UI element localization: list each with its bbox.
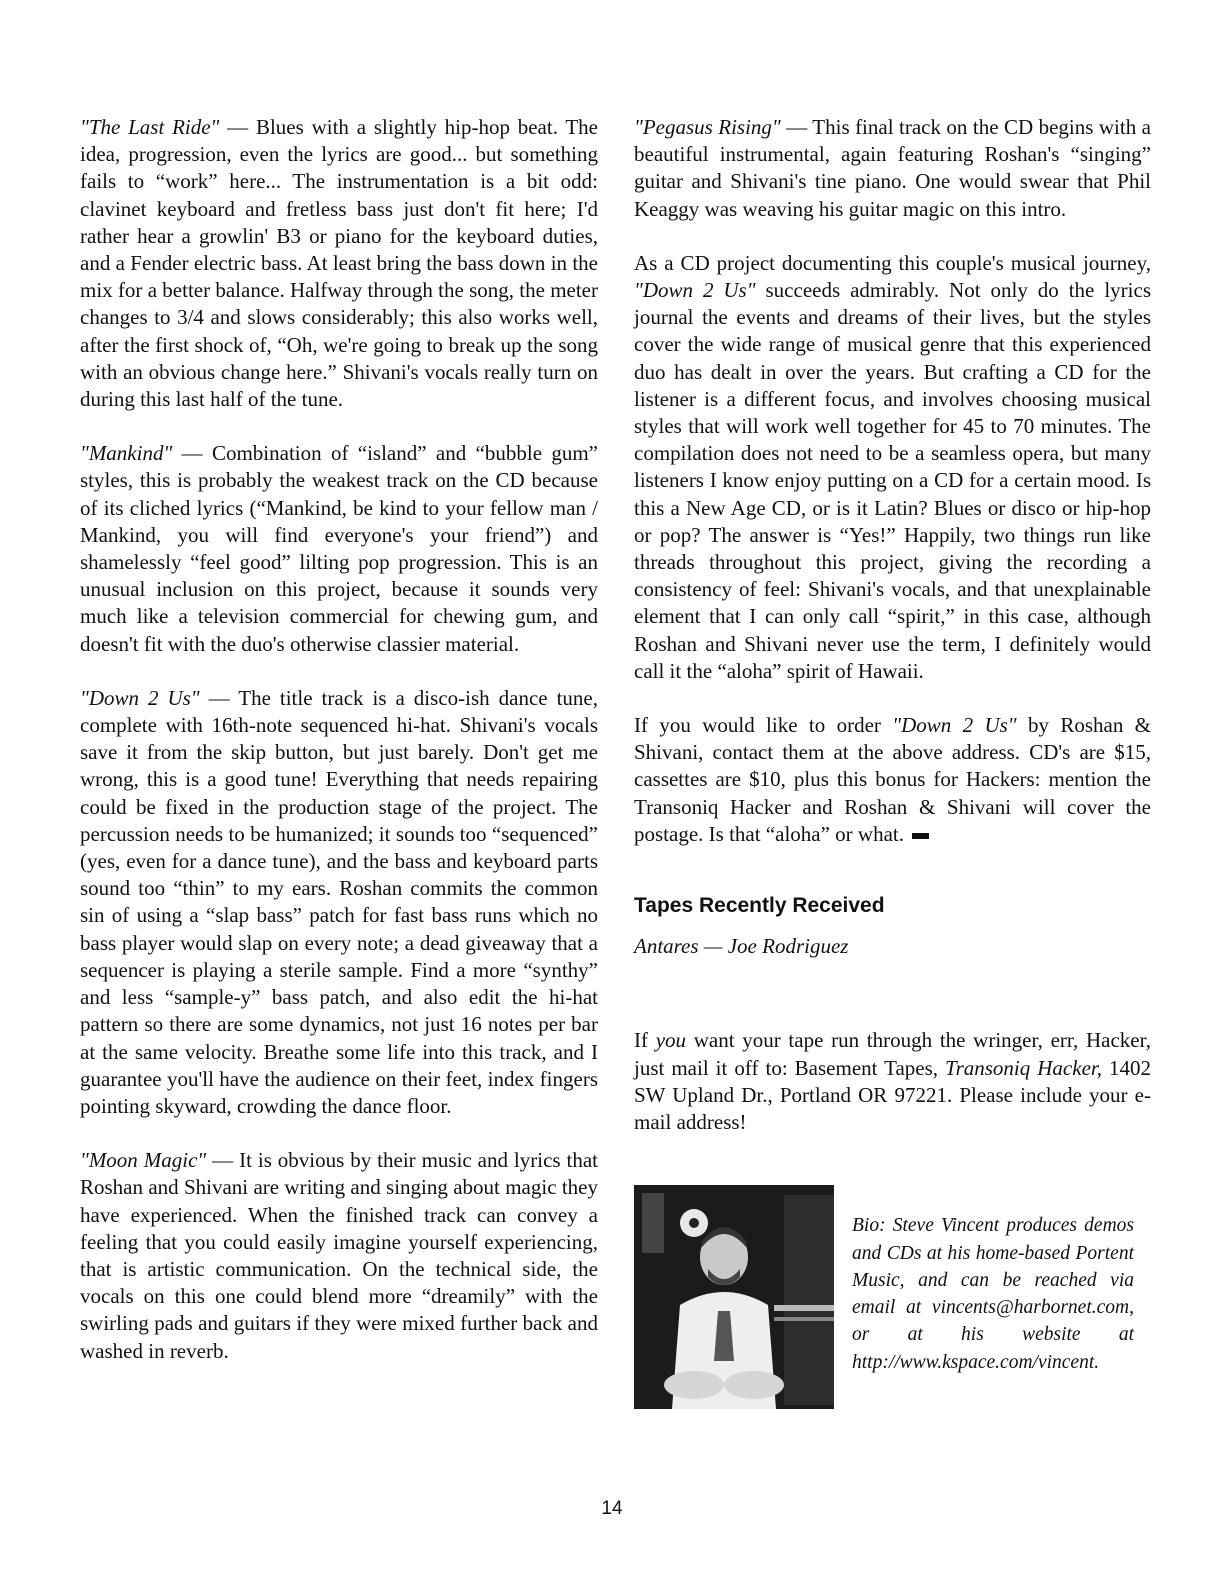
review-mankind: "Mankind" — Combination of “island” and “bubble gum” styles, this is probably the weakest track on the CD because of its cliched lyrics (“Mankind, be kind to your fellow man / Mankind, you will find everyone's your friend”) and shamelessly “feel good” lilting pop progression. This is an unusual inclusion on this project, because it sounds very much like a television commercial for chewing gum, and doesn't fit with the duo's otherwise classier material.	[80, 441, 598, 656]
review-body: This final track on the CD begins with a beautiful instrumental, again featuring Roshan's “singing” guitar and Shivani's tine piano. One would swear that Phil Keaggy was weaving his guitar magic on this intro.	[634, 115, 1151, 221]
page-number: 14	[601, 1498, 623, 1519]
track-title: "Mankind"	[80, 441, 173, 466]
track-title: "The Last Ride"	[80, 115, 220, 139]
review-down-2-us: "Down 2 Us" — The title track is a disco-ish dance tune, complete with 16th-note sequenced hi-hat. Shivani's vocals save it from the skip button, but just barely. Don't get me wrong, this is a good tune! Everything that needs repairing could be fixed in the production stage of the project. The percussion needs to be humanized; it sounds too “sequenced” (yes, even for a dance tune), and the bass and keyboard parts sound too “thin” to my ears. Roshan commits the common sin of using a “slap bass” patch for fast bass runs which no bass player would slap on every note; a dead giveaway that a sequencer is playing a sterile sample. Find a more “synthy” and less “sample-y” bass patch, and also edit the hi-hat pattern so there are some dynamics, not just 16 notes per bar at the same velocity. Breathe some life into this track, and I guarantee you'll have the audience on their feet, index fingers pointing skyward, crowding the dance floor.	[80, 685, 598, 1118]
order-after: by Roshan & Shivani, contact them at the above address. CD's are $15, cassettes are $10, plus this bonus for Hackers: mention the Transoniq Hacker and Roshan & Shivani will cover the postage. Is that “aloha” or what.	[634, 713, 1152, 846]
summary-after: succeeds admirably. Not only do the lyrics journal the events and dreams of their lives, but the styles cover the wide range of musical genre that this experienced duo has dealt in over the years. But crafting a CD for the listener is a different focus, and involves choosing musical styles that will work well together for 45 to 70 minutes. The compilation does not need to be a seamless opera, but many listeners I know enjoy putting on a CD for a certain mood. Is this a New Age CD, or is it Latin? Blues or disco or hip-hop or pop? The answer is “Yes!” Happily, two things run like threads throughout this project, giving the recording a consistency of feel: Shivani's vocals, and that unexplainable element that I can only call “spirit,” in this case, although Roshan and Shivani never use the term, I definitely would call it the “aloha” spirit of Hawaii.	[634, 278, 1151, 683]
review-body: The title track is a disco-ish dance tune, complete with 16th-note sequenced hi-hat. Shivani's vocals save it from the skip button, but just barely. Don't get me wrong, this is a good tune! Everything that needs repairing could be fixed in the production stage of the project. The percussion needs to be humanized; it sounds too “sequenced” (yes, even for a dance tune), and the bass and keyboard parts sound too “thin” to my ears. Roshan commits the common sin of using a “slap bass” patch for fast bass runs which no bass player would slap on every note; a dead giveaway that a sequencer is playing a sterile sample. Find a more “synthy” and less “sample-y” bass patch, and also edit the hi-hat pattern so there are some dynamics, not just 16 notes per bar at the same velocity. Breathe some life into this track, and I guarantee you'll have the audience on their feet, index fingers pointing skyward, crowding the dance floor.	[80, 685, 598, 1118]
tapes-heading: Tapes Recently Received	[634, 894, 885, 918]
mail-text-3: 1402 SW Upland Dr., Portland OR 97221. Please include your e-mail address!	[634, 1055, 1151, 1135]
summary-paragraph	[634, 250, 1151, 685]
album-title: "Down 2 Us"	[892, 713, 1017, 738]
review-moon-magic: "Moon Magic" — It is obvious by their music and lyrics that Roshan and Shivani are writing and singing about magic they have experienced. When the finished track can convey a feeling that you could easily imagine yourself experiencing, that is artistic communication. On the technical side, the vocals on this one could blend more “dreamily” with the swirling pads and guitars if they were mixed further back and washed in reverb.	[80, 1148, 599, 1363]
mail-you: you	[655, 1028, 687, 1053]
author-photo-image	[634, 1185, 834, 1409]
order-paragraph	[634, 712, 1151, 848]
track-title: "Pegasus Rising"	[634, 115, 781, 139]
track-title: "Down 2 Us"	[80, 685, 200, 710]
author-photo	[634, 1185, 834, 1409]
summary-before: As a CD project documenting this couple's musical journey,	[634, 250, 1151, 275]
mail-text-2: want your tape run through the wringer, err, Hacker, just mail it off to: Basement Tapes,	[634, 1028, 1152, 1080]
end-of-article-mark	[912, 833, 929, 839]
review-pegasus-rising: "Pegasus Rising" — This final track on the CD begins with a beautiful instrumental, again featuring Roshan's “singing” guitar and Shivani's tine piano. One would swear that Phil Keaggy was weaving his guitar magic on this intro.	[634, 115, 1151, 221]
review-the-last-ride: "The Last Ride" — Blues with a slightly hip-hop beat. The idea, progression, even the lyrics are good... but something fails to “work” here... The instrumentation is a bit odd: clavinet keyboard and fretless bass just don't fit here; I'd rather hear a growlin' B3 or piano for the keyboard duties, and a Fender electric bass. At least bring the bass down in the mix for a better balance. Halfway through the song, the meter changes to 3/4 and slows considerably; this also works well, after the first shock of, “Oh, we're going to break up the song with an obvious change here.” Shivani's vocals really turn on during this last half of the tune.	[80, 115, 599, 412]
tape-byline: Antares — Joe Rodriguez	[634, 934, 849, 959]
mail-instructions	[634, 1027, 1151, 1136]
right-column	[634, 114, 1151, 1409]
order-before: If you would like to order	[634, 713, 881, 738]
author-bio	[634, 1185, 1151, 1409]
mail-text-1: If	[634, 1028, 648, 1053]
review-body: It is obvious by their music and lyrics that Roshan and Shivani are writing and singing about magic they have experienced. When the finished track can convey a feeling that you could easily imagine yourself experiencing, that is artistic communication. On the technical side, the vocals on this one could blend more “dreamily” with the swirling pads and guitars if they were mixed further back and washed in reverb.	[80, 1148, 599, 1363]
publication-name: Transoniq Hacker,	[945, 1055, 1102, 1080]
bio-text: Bio: Steve Vincent produces demos and CDs at his home-based Portent Music, and can be reached via email at vincents@harbornet.com, or at his website at http://www.kspace.com/vincent.	[852, 1215, 1134, 1373]
review-body: Blues with a slightly hip-hop beat. The idea, progression, even the lyrics are good... but something fails to “work” here... The instrumentation is a bit odd: clavinet keyboard and fretless bass just don't fit here; I'd rather hear a growlin' B3 or piano for the keyboard duties, and a Fender electric bass. At least bring the bass down in the mix for a better balance. Halfway through the song, the meter changes to 3/4 and slows considerably; this also works well, after the first shock of, “Oh, we're going to break up the song with an obvious change here.” Shivani's vocals really turn on during this last half of the tune.	[80, 115, 599, 412]
album-title: "Down 2 Us"	[634, 278, 756, 303]
left-column	[80, 114, 598, 1392]
review-body: Combination of “island” and “bubble gum” styles, this is probably the weakest track on the CD because of its cliched lyrics (“Mankind, be kind to your fellow man / Mankind, you will find everyone's your friend”) and shamelessly “feel good” lilting pop progression. This is an unusual inclusion on this project, because it sounds very much like a television commercial for chewing gum, and doesn't fit with the duo's otherwise classier material.	[80, 441, 598, 656]
track-title: "Moon Magic"	[80, 1148, 207, 1173]
